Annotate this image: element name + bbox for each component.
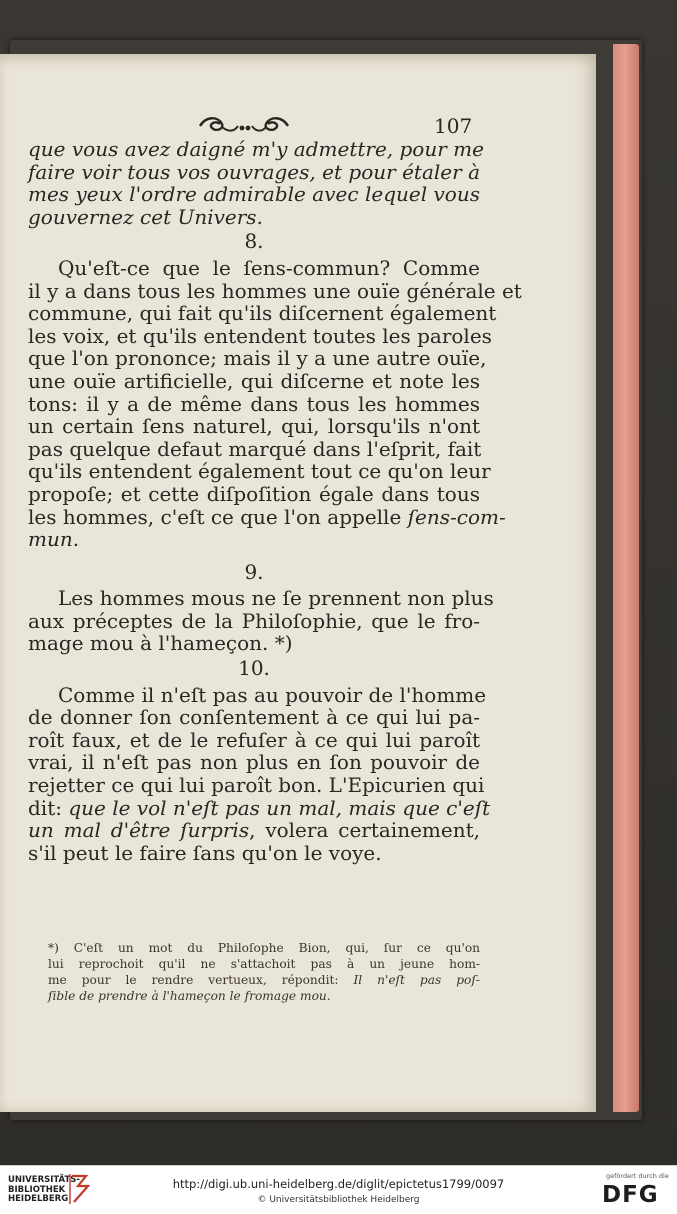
permalink[interactable]: http://digi.ub.uni-heidelberg.de/diglit/epictetus1799/0097 — [172, 1177, 505, 1191]
text-line — [28, 819, 480, 842]
footnote-line — [48, 972, 480, 988]
text-line: roît faux, et de le refuſer à ce qui lui paroît — [28, 727, 480, 752]
text-line: un certain ſens naturel, qui, lorsqu'ils n'ont — [28, 414, 480, 439]
text-line: Les hommes mous ne ſe prennent non plus — [58, 586, 494, 611]
section-number-9: 9. — [244, 559, 264, 584]
section-number-10: 10. — [238, 656, 270, 681]
text-run-italic: Il n'eſt pas poſ- — [353, 973, 480, 987]
text-run-italic: ſens-com- — [407, 504, 506, 529]
book-page — [0, 54, 596, 1112]
dfg-caption: gefördert durch die — [606, 1172, 669, 1180]
text-run: les hommes, c'eſt ce que l'on appelle — [28, 504, 408, 529]
text-line: propoſe; et cette diſpoſition égale dans tous — [28, 481, 480, 506]
page-text — [28, 137, 522, 865]
text-line: pas quelque defaut marqué dans l'eſprit, fait — [28, 436, 482, 461]
text-line: qu'ils entendent également tout ce qu'on leur — [28, 459, 491, 484]
text-line: Comme il n'eſt pas au pouvoir de l'homme — [58, 682, 487, 707]
text-line: vrai, il n'eſt pas non plus en ſon pouvoir de — [28, 750, 480, 775]
viewer-footer — [0, 1165, 677, 1214]
text-line: commune, qui fait qu'ils diſcernent également — [28, 301, 497, 326]
text-line: mage mou à l'hameçon. *) — [28, 631, 293, 656]
text-run-italic: que le vol n'eſt pas un mal, mais que c'eſt — [68, 795, 491, 820]
text-line — [28, 504, 506, 529]
footnote — [48, 940, 480, 1004]
text-run: dit: — [28, 795, 69, 820]
dfg-logo: DFG — [602, 1182, 659, 1208]
page-edges — [613, 44, 639, 1112]
text-line: il y a dans tous les hommes une ouïe générale et — [28, 278, 522, 303]
text-line: s'il peut le faire ſans qu'on le voye. — [28, 840, 382, 865]
text-line: de donner ſon conſentement à ce qui lui pa- — [28, 705, 480, 730]
library-logo-text: UNIVERSITÄTS- BIBLIOTHEK HEIDELBERG — [8, 1175, 80, 1204]
text-run-italic: un mal d'être ſurpris — [28, 818, 250, 843]
text-run: , volera certainement, — [249, 818, 480, 843]
text-line: que vous avez daigné m'y admettre, pour me — [28, 137, 484, 161]
page-number: 107 — [434, 114, 473, 138]
text-run: me pour le rendre vertueux, répondit: — [48, 973, 354, 987]
text-line: gouvernez cet Univers. — [28, 204, 263, 229]
text-line: une ouïe artificielle, qui diſcerne et note les — [28, 368, 480, 393]
text-line: mun. — [28, 527, 80, 552]
text-line — [28, 795, 491, 820]
section-number-8: 8. — [244, 229, 264, 254]
text-line: tons: il y a de même dans tous les hommes — [28, 391, 480, 416]
text-line: rejetter ce qui lui paroît bon. L'Epicurien qui — [28, 773, 485, 798]
text-line: les voix, et qu'ils entendent toutes les paroles — [28, 323, 492, 348]
text-line: Qu'eſt-ce que le ſens-commun? Comme — [58, 255, 480, 280]
text-line: que l'on prononce; mais il y a une autre ouïe, — [28, 346, 487, 371]
text-line: aux préceptes de la Philoſophie, que le fro- — [28, 608, 480, 633]
text-line: mes yeux l'ordre admirable avec lequel vous — [28, 182, 480, 207]
footnote-line: ſible de prendre à l'hameçon le fromage mou. — [48, 989, 331, 1003]
copyright-notice: © Universitätsbibliothek Heidelberg — [257, 1195, 420, 1205]
footnote-line: *) C'eſt un mot du Philoſophe Bion, qui, ſur ce qu'on — [48, 941, 480, 955]
text-line: faire voir tous vos ouvrages, et pour étaler à — [28, 159, 480, 184]
footnote-line: lui reprochoit qu'il ne s'attachoit pas à un jeune hom- — [48, 957, 480, 971]
ornament-icon — [196, 114, 292, 138]
